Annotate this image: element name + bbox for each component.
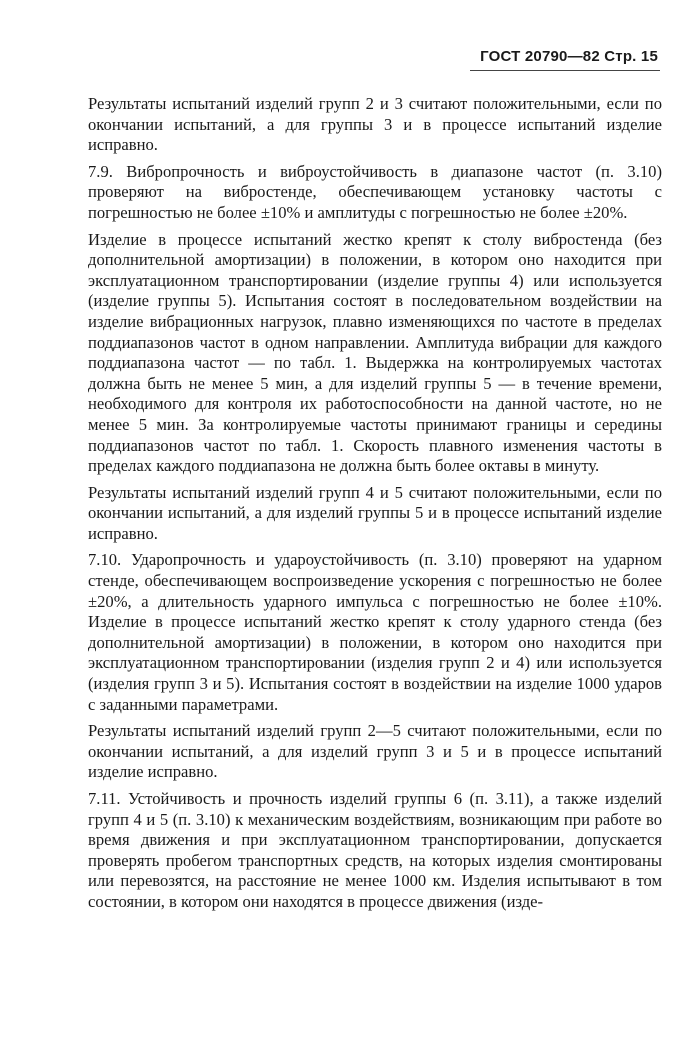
paragraph-7-10: 7.10. Ударопрочность и удароустойчивость (п. 3.10) проверяют на ударном стенде, обеспечивающем воспроизведение ускорения с погрешностью не более ±20%, а длительность ударного импульса с погрешностью не более ±10%. Изделие в процессе испытаний жестко крепят к столу ударного стенда (без дополнительной амортизации) в положении, в котором оно находится при эксплуатационном транспортировании (изделия групп 2 и 4) или используется (изделия групп 3 и 5). Испытания состоят в воздействии на изделие 1000 ударов с заданными параметрами.: [88, 550, 662, 714]
header-rule: [470, 70, 660, 71]
paragraph-7-11: 7.11. Устойчивость и прочность изделий группы 6 (п. 3.11), а также изделий групп 4 и 5 (п. 3.10) к механическим воздействиям, возникающим при работе во время движения и при эксплуатационном транспортировании, допускается проверять пробегом транспортных средств, на которых изделия смонтированы или перевозятся, на расстояние не менее 1000 км. Изделия испытывают в том состоянии, в котором они находятся в процессе движения (изде-: [88, 789, 662, 911]
paragraph-vibration-procedure: Изделие в процессе испытаний жестко крепят к столу вибростенда (без дополнительной амортизации) в положении, в котором оно находится при эксплуатационном транспортировании (изделие группы 4) или используется (изделие группы 5). Испытания состоят в последовательном воздействии на изделие вибрационных нагрузок, плавно изменяющихся по частоте в пределах поддиапазонов частот в одном направлении. Амплитуда вибрации для каждого поддиапазона частот — по табл. 1. Выдержка на контролируемых частотах должна быть не менее 5 мин, а для изделий группы 5 — в течение времени, необходимого для контроля их работоспособности на данной частоте, но не менее 5 мин. За контролируемые частоты принимают границы и середины поддиапазонов частот по табл. 1. Скорость плавного изменения частоты в пределах каждого поддиапазона не должна быть более октавы в минуту.: [88, 229, 662, 476]
paragraph-7-9: 7.9. Вибропрочность и виброустойчивость в диапазоне частот (п. 3.10) проверяют на вибростенде, обеспечивающем установку частоты с погрешностью не более ±10% и амплитуды с погрешностью не более ±20%.: [88, 161, 662, 222]
paragraph-results-groups-4-5: Результаты испытаний изделий групп 4 и 5 считают положительными, если по окончании испытаний, а для изделий группы 5 и в процессе испытаний изделие исправно.: [88, 482, 662, 543]
document-body: [88, 94, 662, 919]
paragraph-results-groups-2-5: Результаты испытаний изделий групп 2—5 считают положительными, если по окончании испытаний, а для изделий групп 3 и 5 и в процессе испытаний изделие исправно.: [88, 721, 662, 782]
page-header: ГОСТ 20790—82 Стр. 15: [480, 48, 658, 65]
paragraph-results-groups-2-3: Результаты испытаний изделий групп 2 и 3 считают положительными, если по окончании испытаний, а для группы 3 и в процессе испытаний изделие исправно.: [88, 94, 662, 155]
